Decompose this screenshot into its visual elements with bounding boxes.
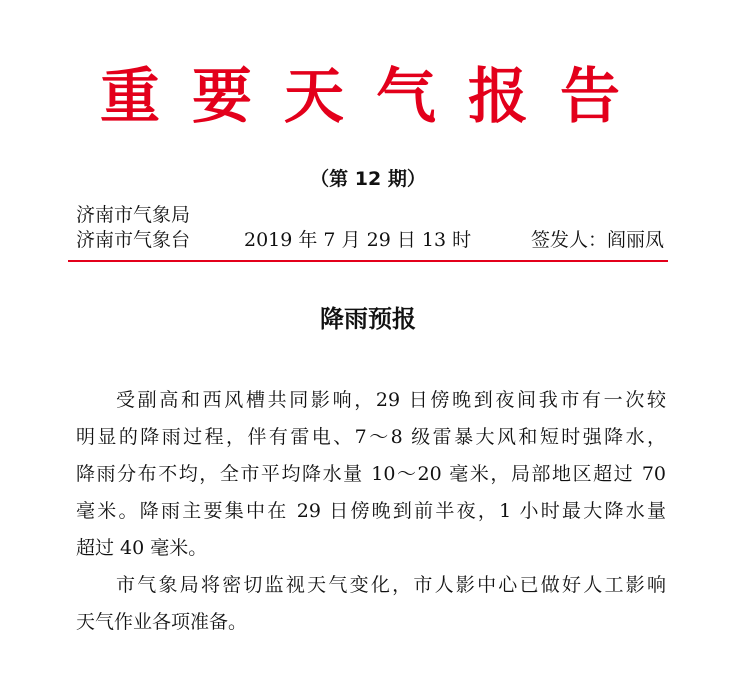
- issue-date: 2019 年 7 月 29 日 13 时: [244, 229, 472, 251]
- signer: 签发人：阎丽凤: [530, 229, 664, 251]
- paragraph-line: 受副高和西风槽共同影响，29 日傍晚到夜间我市有一次较: [116, 389, 666, 411]
- issue-number: （第 12 期）: [310, 168, 426, 190]
- section-heading: 降雨预报: [320, 304, 416, 333]
- paragraph-line: 降雨分布不均，全市平均降水量 10～20 毫米，局部地区超过 70: [76, 463, 666, 485]
- paragraph-line: 天气作业各项准备。: [76, 611, 248, 633]
- paragraph-line: 市气象局将密切监视天气变化，市人影中心已做好人工影响: [116, 574, 666, 596]
- paragraph-line: 明显的降雨过程，伴有雷电、7～8 级雷暴大风和短时强降水，: [76, 426, 666, 448]
- issuer-bureau: 济南市气象局: [76, 204, 191, 226]
- report-title: 重要天气报告: [100, 62, 620, 132]
- paragraph-line: 超过 40 毫米。: [76, 537, 208, 559]
- issuer-observatory: 济南市气象台: [76, 229, 191, 251]
- report-body: [76, 382, 666, 641]
- paragraph-line: 毫米。降雨主要集中在 29 日傍晚到前半夜，1 小时最大降水量: [76, 500, 666, 522]
- red-divider: [68, 260, 668, 262]
